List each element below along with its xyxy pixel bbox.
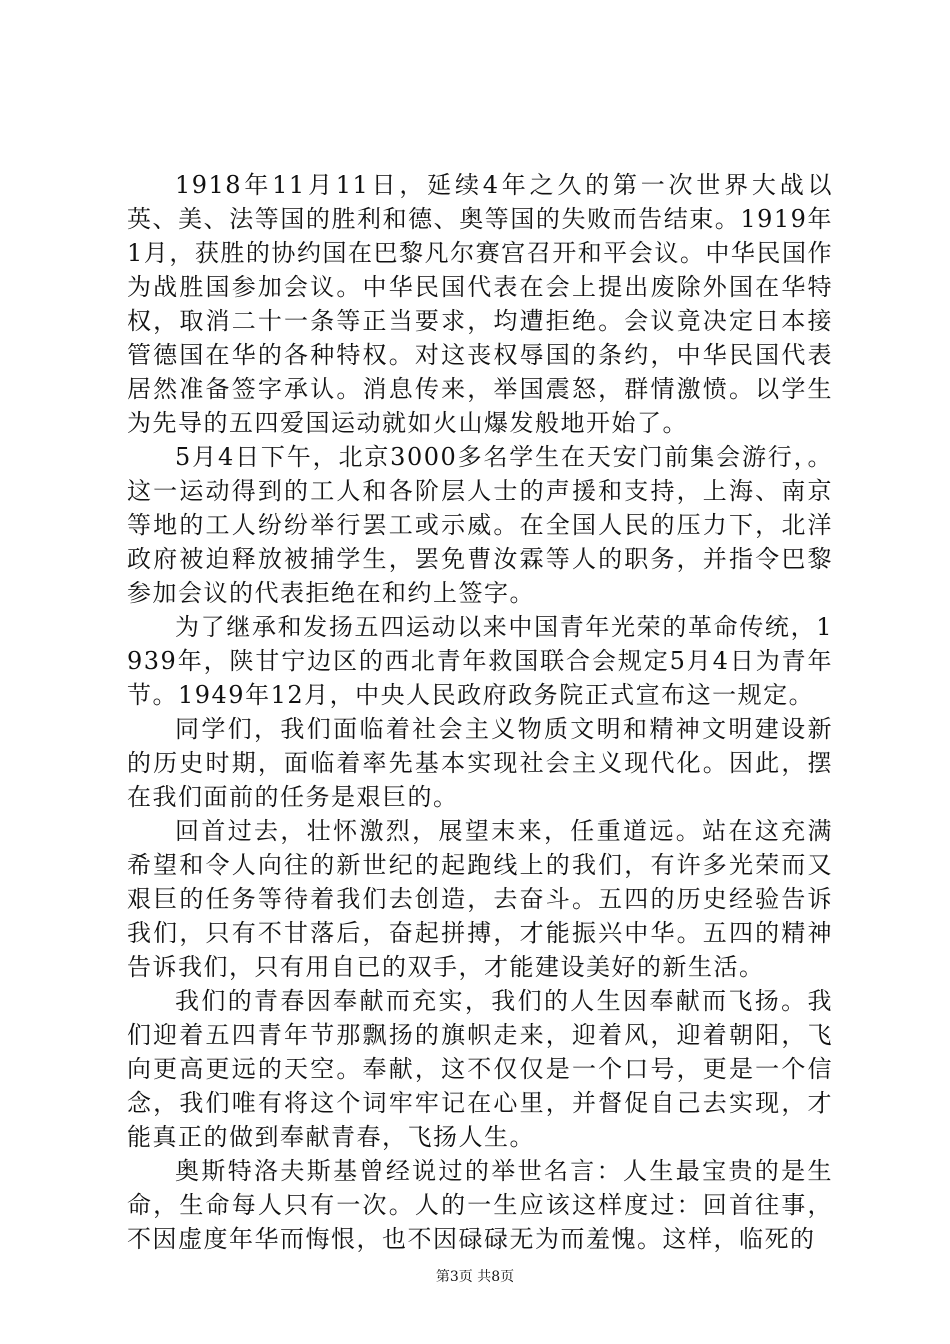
paragraph-6: 我们的青春因奉献而充实，我们的人生因奉献而飞扬。我们迎着五四青年节那飘扬的旗帜走来，迎着风，迎着朝阳，飞向更高更远的天空。奉献，这不仅仅是一个口号，更是一个信念，我们唯有将这个词牢牢记在心里，并督促自己去实现，才能真正的做到奉献青春，飞扬人生。	[127, 987, 833, 1151]
document-body	[127, 168, 833, 1256]
page-footer: 第3页 共8页	[435, 1269, 515, 1285]
paragraph-2: 5月4日下午，北京3000多名学生在天安门前集会游行，。这一运动得到的工人和各阶层人士的声援和支持，上海、南京等地的工人纷纷举行罢工或示威。在全国人民的压力下，北洋政府被迫释放被捕学生，罢免曹汝霖等人的职务，并指令巴黎参加会议的代表拒绝在和约上签字。	[127, 443, 833, 607]
paragraph-1: 1918年11月11日，延续4年之久的第一次世界大战以英、美、法等国的胜利和德、奥等国的失败而告结束。1919年1月，获胜的协约国在巴黎凡尔赛宫召开和平会议。中华民国作为战胜国参加会议。中华民国代表在会上提出废除外国在华特权，取消二十一条等正当要求，均遭拒绝。会议竟决定日本接管德国在华的各种特权。对这丧权辱国的条约，中华民国代表居然准备签字承认。消息传来，举国震怒，群情激愤。以学生为先导的五四爱国运动就如火山爆发般地开始了。	[127, 171, 833, 437]
paragraph-5: 回首过去，壮怀激烈，展望末来，任重道远。站在这充满希望和令人向往的新世纪的起跑线上的我们，有许多光荣而又艰巨的任务等待着我们去创造，去奋斗。五四的历史经验告诉我们，只有不甘落后，奋起拼搏，才能振兴中华。五四的精神告诉我们，只有用自已的双手，才能建设美好的新生活。	[127, 817, 833, 981]
paragraph-4: 同学们，我们面临着社会主义物质文明和精神文明建设新的历史时期，面临着率先基本实现社会主义现代化。因此，摆在我们面前的任务是艰巨的。	[127, 715, 833, 811]
paragraph-7: 奥斯特洛夫斯基曾经说过的举世名言：人生最宝贵的是生命，生命每人只有一次。人的一生应该这样度过：回首往事，不因虚度年华而悔恨，也不因碌碌无为而羞愧。这样，临死的	[127, 1157, 833, 1253]
paragraph-3: 为了继承和发扬五四运动以来中国青年光荣的革命传统，1939年，陕甘宁边区的西北青年救国联合会规定5月4日为青年节。1949年12月，中央人民政府政务院正式宣布这一规定。	[127, 613, 833, 709]
